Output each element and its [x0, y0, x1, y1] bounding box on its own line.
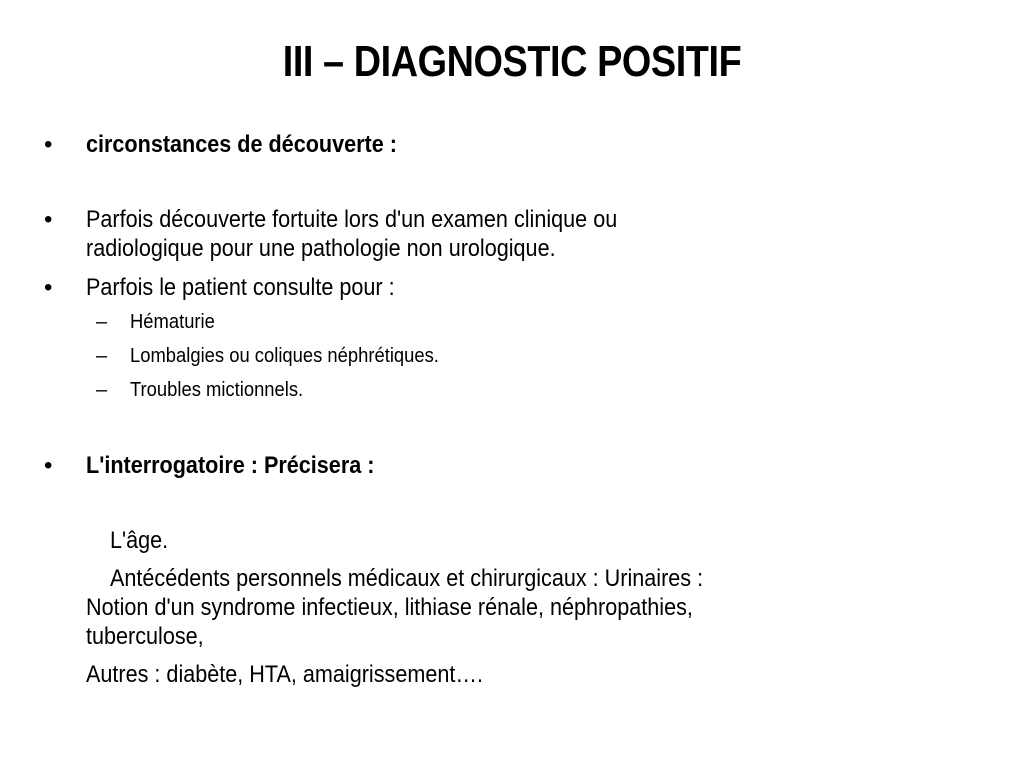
bullet-text-line: radiologique pour une pathologie non urologique.	[86, 235, 556, 262]
slide-title: III – DIAGNOSTIC POSITIF	[282, 37, 742, 86]
heading-circonstances: circonstances de découverte :	[86, 131, 397, 158]
paragraph-line: tuberculose,	[86, 623, 204, 650]
paragraph-line: L'âge.	[110, 527, 169, 554]
dash-icon: –	[96, 311, 108, 333]
heading-interrogatoire: L'interrogatoire : Précisera :	[86, 452, 375, 479]
bullet-icon: •	[44, 131, 53, 158]
sub-item: Troubles mictionnels.	[130, 379, 304, 401]
bullet-text: Parfois le patient consulte pour :	[86, 274, 395, 301]
bullet-icon: •	[44, 274, 53, 301]
paragraph-line: Antécédents personnels médicaux et chirurgicaux : Urinaires :	[110, 565, 704, 592]
dash-icon: –	[96, 345, 108, 367]
bullet-icon: •	[44, 206, 53, 233]
bullet-text-line: Parfois découverte fortuite lors d'un examen clinique ou	[86, 206, 618, 233]
sub-item: Hématurie	[130, 311, 215, 333]
dash-icon: –	[96, 379, 108, 401]
paragraph-line: Autres : diabète, HTA, amaigrissement….	[86, 661, 483, 688]
bullet-icon: •	[44, 452, 53, 479]
sub-item: Lombalgies ou coliques néphrétiques.	[130, 345, 439, 367]
paragraph-line: Notion d'un syndrome infectieux, lithiase rénale, néphropathies,	[86, 594, 693, 621]
